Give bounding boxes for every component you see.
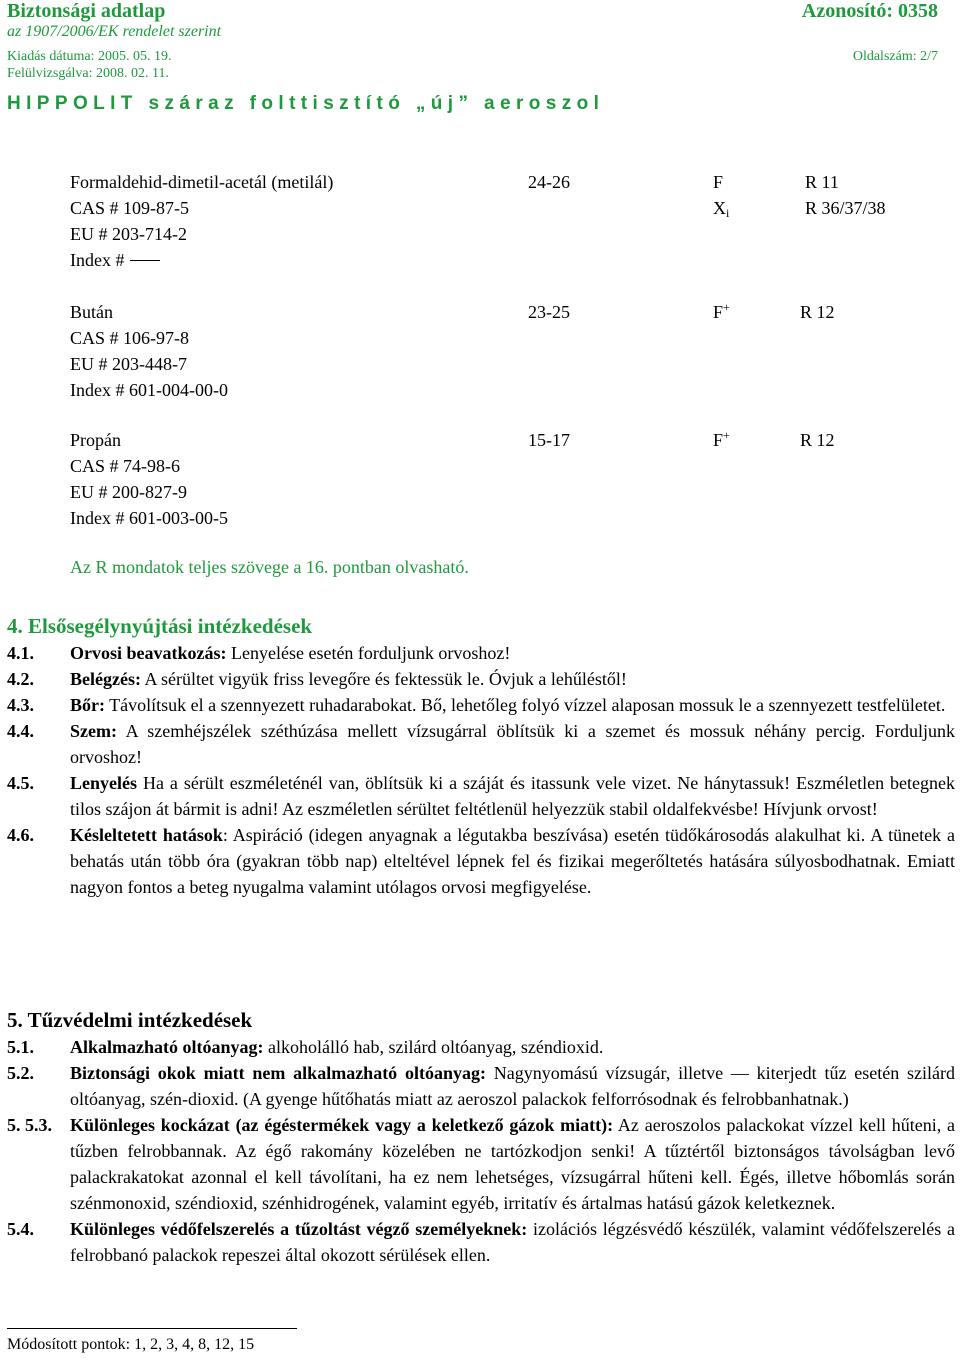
component-name: Formaldehid-dimetil-acetál (metilál) bbox=[70, 172, 334, 192]
first-aid-item bbox=[7, 666, 955, 692]
item-text: : Aspiráció (idegen anyagnak a légutakba beszívása) esetén tüdőkárosodás alakulhat ki. A tünetek a behatás után több óra (gyakran több nap) elteltével lépnek fel és fizikai megerőltetés hatására súlyosbodhatnak. Emiatt nagyon fontos a beteg nyugalma valamint utólagos orvosi megfigyelése. bbox=[70, 825, 955, 897]
item-text: A szemhéjszélek széthúzása mellett vízsugárral öblítsük ki a szemet és mossuk néhány percig. Forduljunk orvoshoz! bbox=[70, 721, 955, 767]
component-concentration: 15-17 bbox=[528, 430, 570, 450]
cas-number: CAS # 109-87-5 bbox=[70, 198, 190, 218]
first-aid-item bbox=[7, 822, 955, 900]
first-aid-item bbox=[7, 640, 955, 666]
page-number: Oldalszám: 2/7 bbox=[852, 49, 938, 64]
item-text: alkoholálló hab, szilárd oltóanyag, széndioxid. bbox=[263, 1037, 604, 1057]
eu-number: EU # 200-827-9 bbox=[70, 482, 187, 502]
item-number: 4.5. bbox=[7, 773, 34, 793]
document-id: Azonosító: 0358 bbox=[801, 0, 938, 22]
item-label: Orvosi beavatkozás: bbox=[70, 643, 227, 663]
risk-phrase: R 36/37/38 bbox=[805, 198, 886, 218]
firefighting-item bbox=[7, 1034, 955, 1060]
item-number: 4.2. bbox=[7, 669, 34, 689]
risk-phrase: R 12 bbox=[800, 302, 835, 322]
section-title: 5. Tűzvédelmi intézkedések bbox=[7, 1008, 253, 1032]
hazard-symbol: $X_i$ bbox=[713, 198, 730, 220]
item-label: Bőr: bbox=[70, 695, 105, 715]
item-number: 4.6. bbox=[7, 825, 34, 845]
item-text: Távolítsuk el a szennyezett ruhadarabokat. Bő, lehetőleg folyó vízzel alaposan mossuk le a szennyezett testfelületet. bbox=[105, 695, 946, 715]
hazard-symbol: F bbox=[713, 172, 724, 192]
first-aid-item bbox=[7, 692, 955, 718]
item-label: Biztonsági okok miatt nem alkalmazható oltóanyag: bbox=[70, 1063, 486, 1083]
component-concentration: 24-26 bbox=[528, 172, 570, 192]
component-concentration: 23-25 bbox=[528, 302, 570, 322]
item-label: Különleges védőfelszerelés a tűzoltást végző személyeknek: bbox=[70, 1219, 528, 1239]
component-block bbox=[70, 427, 900, 531]
risk-phrase: R 12 bbox=[800, 430, 835, 450]
index-number: Index # 601-003-00-5 bbox=[70, 508, 228, 528]
item-number: 4.3. bbox=[7, 695, 34, 715]
first-aid-item bbox=[7, 770, 955, 822]
item-label: Különleges kockázat (az égéstermékek vagy a keletkező gázok miatt): bbox=[70, 1115, 614, 1135]
hazard-symbol: F+ bbox=[713, 428, 730, 450]
cas-number: CAS # 106-97-8 bbox=[70, 328, 190, 348]
component-name: Propán bbox=[70, 430, 121, 450]
item-text: A sérültet vigyük friss levegőre és fektessük le. Óvjuk a lehűléstől! bbox=[140, 669, 627, 689]
modified-points: Módosított pontok: 1, 2, 3, 4, 8, 12, 15 bbox=[7, 1336, 255, 1353]
item-text: Nagynyomású vízsugár, illetve — kiterjedt tűz esetén szilárd oltóanyag, szén-dioxid. (A gyenge hűtőhatás miatt az aeroszol palackok felforrósodnak és felrobbanhatnak.) bbox=[70, 1063, 955, 1109]
index-number: Index # bbox=[70, 247, 160, 273]
item-number: 5.4. bbox=[7, 1219, 34, 1239]
r-phrase-note: Az R mondatok teljes szövege a 16. pontban olvasható. bbox=[70, 557, 469, 577]
index-blank-line bbox=[130, 260, 160, 261]
index-number: Index # 601-004-00-0 bbox=[70, 380, 228, 400]
component-name: Bután bbox=[70, 302, 113, 322]
eu-number: EU # 203-448-7 bbox=[70, 354, 187, 374]
document-title: Biztonsági adatlap bbox=[7, 0, 166, 22]
item-label: Belégzés: bbox=[70, 669, 141, 689]
section-first-aid bbox=[7, 612, 955, 900]
section-firefighting bbox=[7, 1006, 955, 1268]
item-text: Lenyelése esetén forduljunk orvoshoz! bbox=[226, 643, 511, 663]
first-aid-item bbox=[7, 718, 955, 770]
item-label: Lenyelés bbox=[70, 773, 137, 793]
page-header bbox=[7, 0, 938, 82]
item-number: 5.2. bbox=[7, 1063, 34, 1083]
hazard-symbol: F+ bbox=[713, 300, 730, 322]
item-label: Késleltetett hatások bbox=[70, 825, 223, 845]
cas-number: CAS # 74-98-6 bbox=[70, 456, 181, 476]
item-text: izolációs légzésvédő készülék, valamint védőfelszerelés a felrobbanó palackok repeszei által okozott sérülések ellen. bbox=[70, 1219, 955, 1265]
firefighting-item bbox=[7, 1112, 955, 1216]
firefighting-item bbox=[7, 1060, 955, 1112]
section-title: 4. Elsősegélynyújtási intézkedések bbox=[7, 614, 313, 638]
product-name: HIPPOLIT száraz folttisztító „új” aeroszol bbox=[7, 93, 605, 114]
risk-phrase: R 11 bbox=[805, 172, 839, 192]
revision-date: Felülvizsgálva: 2008. 02. 11. bbox=[7, 66, 170, 81]
item-number: 5.1. bbox=[7, 1037, 34, 1057]
component-block bbox=[70, 169, 900, 273]
issue-date: Kiadás dátuma: 2005. 05. 19. bbox=[7, 49, 172, 64]
item-text: Ha a sérült eszméleténél van, öblítsük ki a száját és itassunk vele vizet. Ne hánytassuk! Eszméletlen betegnek tilos szájon át bármit is adni! Az eszméletlen sérültet feltétlenül helyezzük stabil oldalfekvésbe! Hívjunk orvost! bbox=[70, 773, 955, 819]
item-number: 4.1. bbox=[7, 643, 34, 663]
item-label: Szem: bbox=[70, 721, 117, 741]
item-label: Alkalmazható oltóanyag: bbox=[70, 1037, 264, 1057]
item-number: 4.4. bbox=[7, 721, 34, 741]
regulation-reference: az 1907/2006/EK rendelet szerint bbox=[7, 23, 222, 40]
firefighting-item bbox=[7, 1216, 955, 1268]
item-text: Az aeroszolos palackokat vízzel kell hűteni, a tűzben felrobbannak. Az égő rakomány közelében ne tartózkodjon senki! A tűztértől biztonságos távolságban levő palackrakatokat azonnal el kell távolítani, ha ez nem lehetséges, vízsugárral hűteni kell. Égés, illetve hőbomlás során szénmonoxid, széndioxid, szénhidrogének, valamint egyéb, irritatív és ártalmas hatású gázok keletkeznek. bbox=[70, 1115, 955, 1213]
eu-number: EU # 203-714-2 bbox=[70, 224, 187, 244]
page-footer bbox=[7, 1328, 297, 1355]
component-block bbox=[70, 299, 900, 403]
item-number: 5. 5.3. bbox=[7, 1115, 52, 1135]
